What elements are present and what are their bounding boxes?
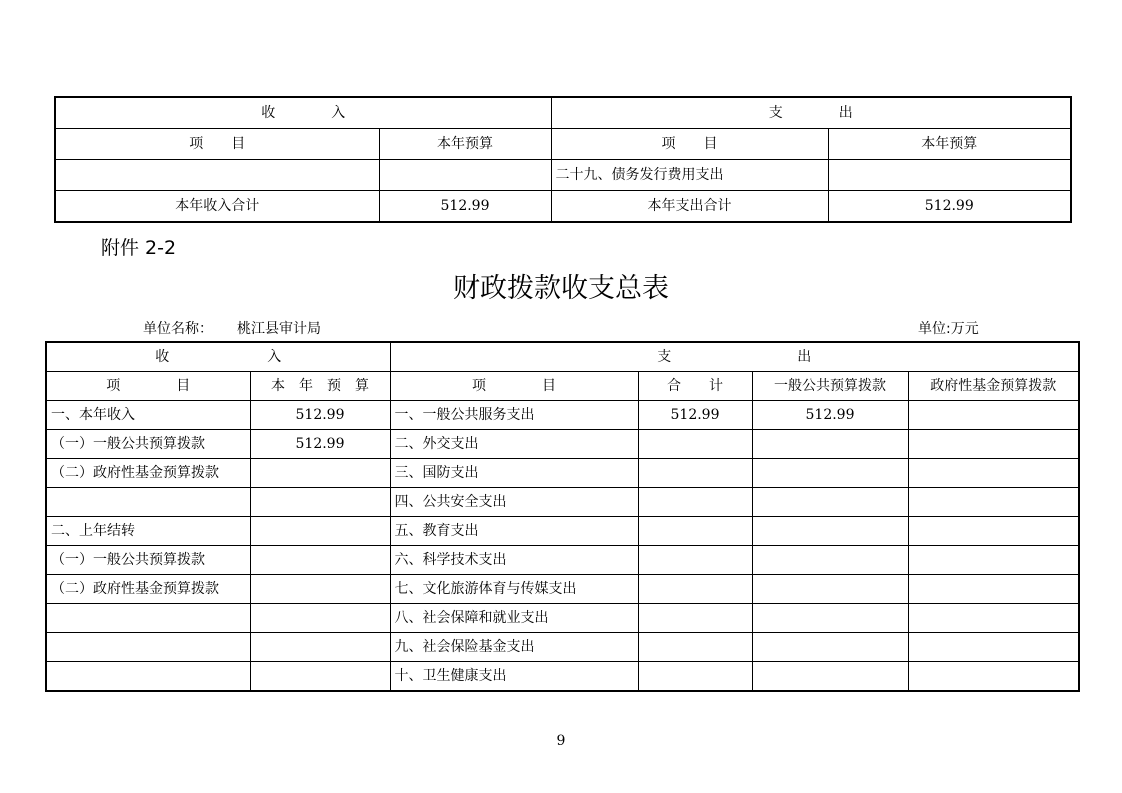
income-value-cell bbox=[250, 633, 390, 662]
fund-budget-cell bbox=[908, 633, 1079, 662]
expense-item-cell: 二十九、债务发行费用支出 bbox=[551, 160, 828, 191]
expense-item-cell: 八、社会保障和就业支出 bbox=[390, 604, 638, 633]
col-item-header: 项 目 bbox=[551, 129, 828, 160]
fund-budget-cell bbox=[908, 459, 1079, 488]
expense-item-cell: 二、外交支出 bbox=[390, 430, 638, 459]
total-cell: 512.99 bbox=[638, 401, 752, 430]
attachment-label: 附件 2-2 bbox=[101, 237, 177, 259]
total-cell bbox=[638, 546, 752, 575]
fund-budget-cell bbox=[908, 430, 1079, 459]
income-item-cell bbox=[46, 488, 250, 517]
total-cell bbox=[638, 430, 752, 459]
income-value-cell bbox=[250, 488, 390, 517]
col-budget-header: 本 年 预 算 bbox=[250, 372, 390, 401]
fund-budget-cell bbox=[908, 517, 1079, 546]
income-value-cell bbox=[250, 517, 390, 546]
top-budget-table bbox=[54, 96, 1072, 223]
fund-budget-cell bbox=[908, 575, 1079, 604]
expense-item-cell: 一、一般公共服务支出 bbox=[390, 401, 638, 430]
income-item-cell bbox=[46, 604, 250, 633]
income-item-cell: （一）一般公共预算拨款 bbox=[46, 430, 250, 459]
col-budget-header: 本年预算 bbox=[828, 129, 1071, 160]
table-row bbox=[46, 459, 1079, 488]
fund-budget-cell bbox=[908, 662, 1079, 692]
table-row bbox=[55, 160, 1071, 191]
table-row bbox=[46, 488, 1079, 517]
unit-name-label: 单位名称： bbox=[143, 321, 213, 337]
general-budget-cell: 512.99 bbox=[752, 401, 908, 430]
income-total-value: 512.99 bbox=[379, 191, 551, 223]
general-budget-cell bbox=[752, 575, 908, 604]
income-header: 收 入 bbox=[46, 342, 390, 372]
page-title: 财政拨款收支总表 bbox=[453, 273, 669, 304]
col-total-header: 合 计 bbox=[638, 372, 752, 401]
general-budget-cell bbox=[752, 459, 908, 488]
income-value-cell bbox=[250, 604, 390, 633]
general-budget-cell bbox=[752, 546, 908, 575]
expense-total-value: 512.99 bbox=[828, 191, 1071, 223]
expense-item-cell: 十、卫生健康支出 bbox=[390, 662, 638, 692]
total-cell bbox=[638, 517, 752, 546]
expense-header: 支 出 bbox=[551, 97, 1071, 129]
fund-budget-cell bbox=[908, 488, 1079, 517]
general-budget-cell bbox=[752, 662, 908, 692]
table-row bbox=[46, 546, 1079, 575]
general-budget-cell bbox=[752, 488, 908, 517]
fiscal-summary-table bbox=[45, 341, 1080, 692]
income-value-cell: 512.99 bbox=[250, 430, 390, 459]
col-item-header: 项 目 bbox=[55, 129, 379, 160]
general-budget-cell bbox=[752, 633, 908, 662]
income-item-cell: 一、本年收入 bbox=[46, 401, 250, 430]
income-item-cell: （一）一般公共预算拨款 bbox=[46, 546, 250, 575]
total-cell bbox=[638, 633, 752, 662]
fund-budget-cell bbox=[908, 546, 1079, 575]
income-header: 收 入 bbox=[55, 97, 551, 129]
income-value-cell bbox=[250, 459, 390, 488]
table-row bbox=[46, 604, 1079, 633]
general-budget-cell bbox=[752, 517, 908, 546]
income-item-cell bbox=[46, 633, 250, 662]
table-row-total bbox=[55, 191, 1071, 223]
expense-item-cell: 三、国防支出 bbox=[390, 459, 638, 488]
unit-name-value: 桃江县审计局 bbox=[237, 321, 321, 337]
table-row bbox=[46, 633, 1079, 662]
col-budget-header: 本年预算 bbox=[379, 129, 551, 160]
table-row bbox=[46, 575, 1079, 604]
expense-item-cell: 七、文化旅游体育与传媒支出 bbox=[390, 575, 638, 604]
general-budget-cell bbox=[752, 604, 908, 633]
fund-budget-cell bbox=[908, 401, 1079, 430]
expense-value-cell bbox=[828, 160, 1071, 191]
table-row bbox=[46, 430, 1079, 459]
income-item-cell: （二）政府性基金预算拨款 bbox=[46, 575, 250, 604]
income-item-cell: （二）政府性基金预算拨款 bbox=[46, 459, 250, 488]
table-row bbox=[46, 401, 1079, 430]
table-row bbox=[46, 517, 1079, 546]
expense-header: 支 出 bbox=[390, 342, 1079, 372]
table-row bbox=[46, 662, 1079, 692]
income-value-cell bbox=[250, 546, 390, 575]
total-cell bbox=[638, 575, 752, 604]
expense-item-cell: 六、科学技术支出 bbox=[390, 546, 638, 575]
total-cell bbox=[638, 459, 752, 488]
page-number: 9 bbox=[556, 733, 566, 749]
general-budget-cell bbox=[752, 430, 908, 459]
income-value-cell bbox=[250, 662, 390, 692]
col-item-header: 项 目 bbox=[46, 372, 250, 401]
income-item-cell bbox=[55, 160, 379, 191]
expense-item-cell: 九、社会保险基金支出 bbox=[390, 633, 638, 662]
col-general-budget-header: 一般公共预算拨款 bbox=[752, 372, 908, 401]
income-item-cell: 二、上年结转 bbox=[46, 517, 250, 546]
fund-budget-cell bbox=[908, 604, 1079, 633]
income-total-label: 本年收入合计 bbox=[55, 191, 379, 223]
total-cell bbox=[638, 662, 752, 692]
income-value-cell: 512.99 bbox=[250, 401, 390, 430]
income-value-cell bbox=[250, 575, 390, 604]
total-cell bbox=[638, 488, 752, 517]
unit-name bbox=[143, 318, 321, 338]
col-fund-budget-header: 政府性基金预算拨款 bbox=[908, 372, 1079, 401]
income-value-cell bbox=[379, 160, 551, 191]
unit-label: 单位:万元 bbox=[918, 321, 979, 337]
expense-total-label: 本年支出合计 bbox=[551, 191, 828, 223]
income-item-cell bbox=[46, 662, 250, 692]
expense-item-cell: 四、公共安全支出 bbox=[390, 488, 638, 517]
col-item-header: 项 目 bbox=[390, 372, 638, 401]
expense-item-cell: 五、教育支出 bbox=[390, 517, 638, 546]
total-cell bbox=[638, 604, 752, 633]
